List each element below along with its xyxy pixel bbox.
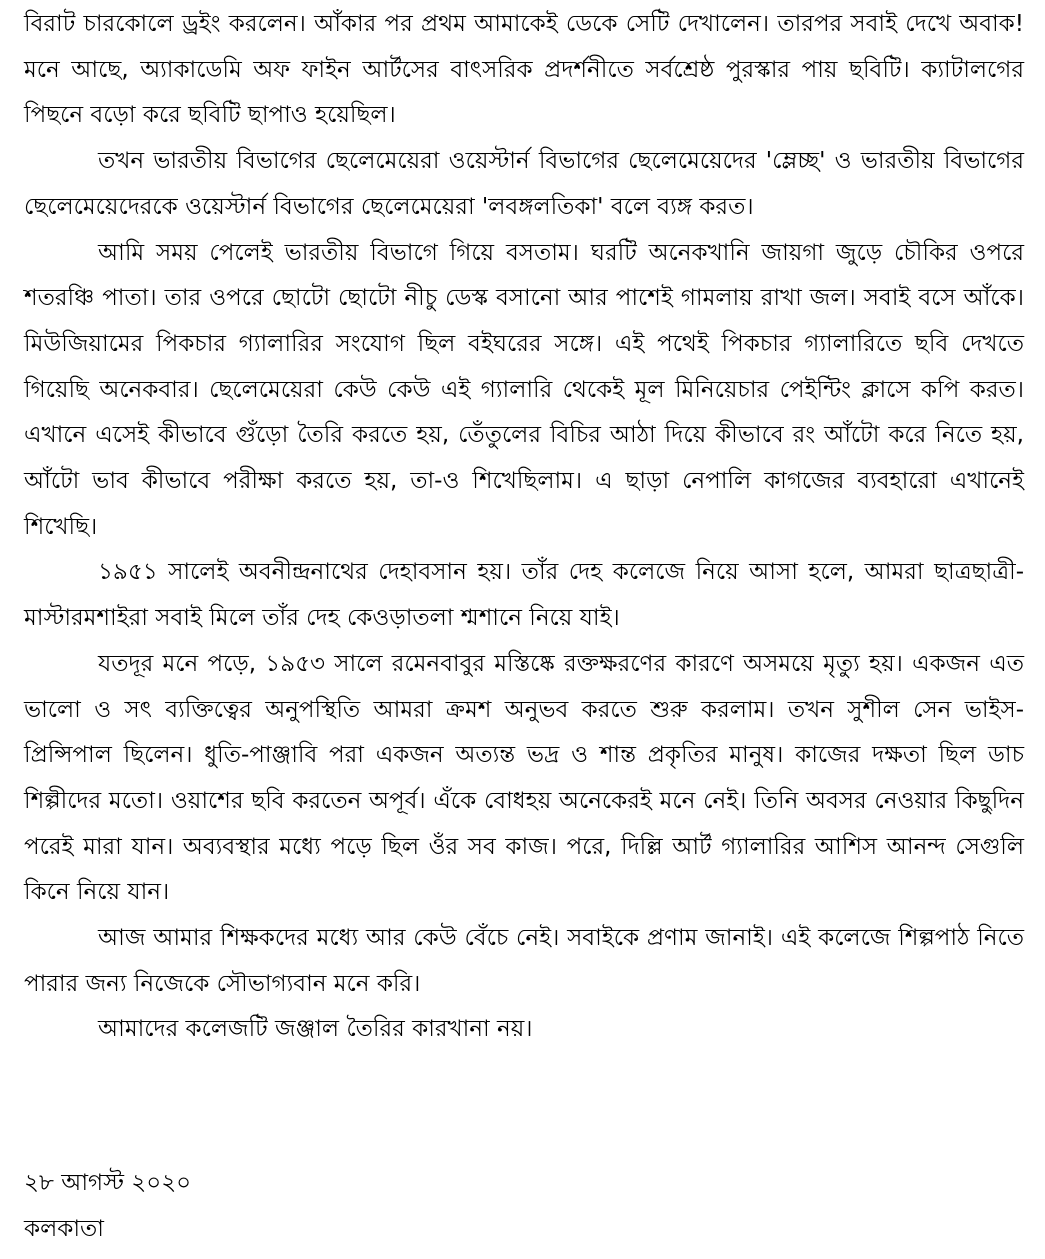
- paragraph-7: আমাদের কলেজটি জঞ্জাল তৈরির কারখানা নয়।: [98, 1016, 533, 1043]
- paragraph-5: যতদূর মনে পড়ে, ১৯৫৩ সালে রমেনবাবুর মস্তিষ্কে রক্তক্ষরণের কারণে অসময়ে মৃত্যু হয়। একজন এত ভালো ও সৎ ব্যক্তিত্বের অনুপস্থিতি আমরা ক্রমশ অনুভব করতে শুরু করলাম। তখন সুশীল সেন ভাইস-প্রিন্সিপাল ছিলেন। ধুতি-পাঞ্জাবি পরা একজন অত্যন্ত ভদ্র ও শান্ত প্রকৃতির মানুষ। কাজের দক্ষতা ছিল ডাচ শিল্পীদের মতো। ওয়াশের ছবি করতেন অপূর্ব। এঁকে বোধহয় অনেকেরই মনে নেই। তিনি অবসর নেওয়ার কিছুদিন পরেই মারা যান। অব্যবস্থার মধ্যে পড়ে ছিল ওঁর সব কাজ। পরে, দিল্লি আর্ট গ্যালারির আশিস আনন্দ সেগুলি কিনে নিয়ে যান।: [24, 650, 1024, 906]
- signature-place: কলকাতা: [24, 1216, 104, 1242]
- document-body: [24, 0, 1024, 1053]
- signature-date: ২৮ আগস্ট ২০২০: [24, 1170, 192, 1196]
- paragraph-3: আমি সময় পেলেই ভারতীয় বিভাগে গিয়ে বসতাম। ঘরটি অনেকখানি জায়গা জুড়ে চৌকির ওপরে শতরঞ্চি পাতা। তার ওপরে ছোটো ছোটো নীচু ডেস্ক বসানো আর পাশেই গামলায় রাখা জল। সবাই বসে আঁকে। মিউজিয়ামের পিকচার গ্যালারির সংযোগ ছিল বইঘরের সঙ্গে। এই পথেই পিকচার গ্যালারিতে ছবি দেখতে গিয়েছি অনেকবার। ছেলেমেয়েরা কেউ কেউ এই গ্যালারি থেকেই মূল মিনিয়েচার পেইন্টিং ক্লাসে কপি করত। এখানে এসেই কীভাবে গুঁড়ো তৈরি করতে হয়, তেঁতুলের বিচির আঠা দিয়ে কীভাবে রং আঁটো করে নিতে হয়, আঁটো ভাব কীভাবে পরীক্ষা করতে হয়, তা-ও শিখেছিলাম। এ ছাড়া নেপালি কাগজের ব্যবহারো এখানেই শিখেছি।: [24, 239, 1024, 540]
- paragraph-4: ১৯৫১ সালেই অবনীন্দ্রনাথের দেহাবসান হয়। তাঁর দেহ কলেজে নিয়ে আসা হলে, আমরা ছাত্রছাত্রী-মাস্টারমশাইরা সবাই মিলে তাঁর দেহ কেওড়াতলা শ্মশানে নিয়ে যাই।: [24, 559, 1024, 632]
- paragraph-1: বিরাট চারকোলে ড্রইং করলেন। আঁকার পর প্রথম আমাকেই ডেকে সেটি দেখালেন। তারপর সবাই দেখে অবাক! মনে আছে, অ্যাকাডেমি অফ ফাইন আর্টসের বাৎসরিক প্রদর্শনীতে সর্বশ্রেষ্ঠ পুরস্কার পায় ছবিটি। ক্যাটালগের পিছনে বড়ো করে ছবিটি ছাপাও হয়েছিল।: [24, 11, 1024, 129]
- paragraph-2: তখন ভারতীয় বিভাগের ছেলেমেয়েরা ওয়েস্টার্ন বিভাগের ছেলেমেয়েদের 'ম্লেচ্ছ' ও ভারতীয় বিভাগের ছেলেমেয়েদেরকে ওয়েস্টার্ন বিভাগের ছেলেমেয়েরা 'লবঙ্গলতিকা' বলে ব্যঙ্গ করত।: [24, 148, 1024, 220]
- paragraph-6: আজ আমার শিক্ষকদের মধ্যে আর কেউ বেঁচে নেই। সবাইকে প্রণাম জানাই। এই কলেজে শিল্পপাঠ নিতে পারার জন্য নিজেকে সৌভাগ্যবান মনে করি।: [24, 925, 1024, 997]
